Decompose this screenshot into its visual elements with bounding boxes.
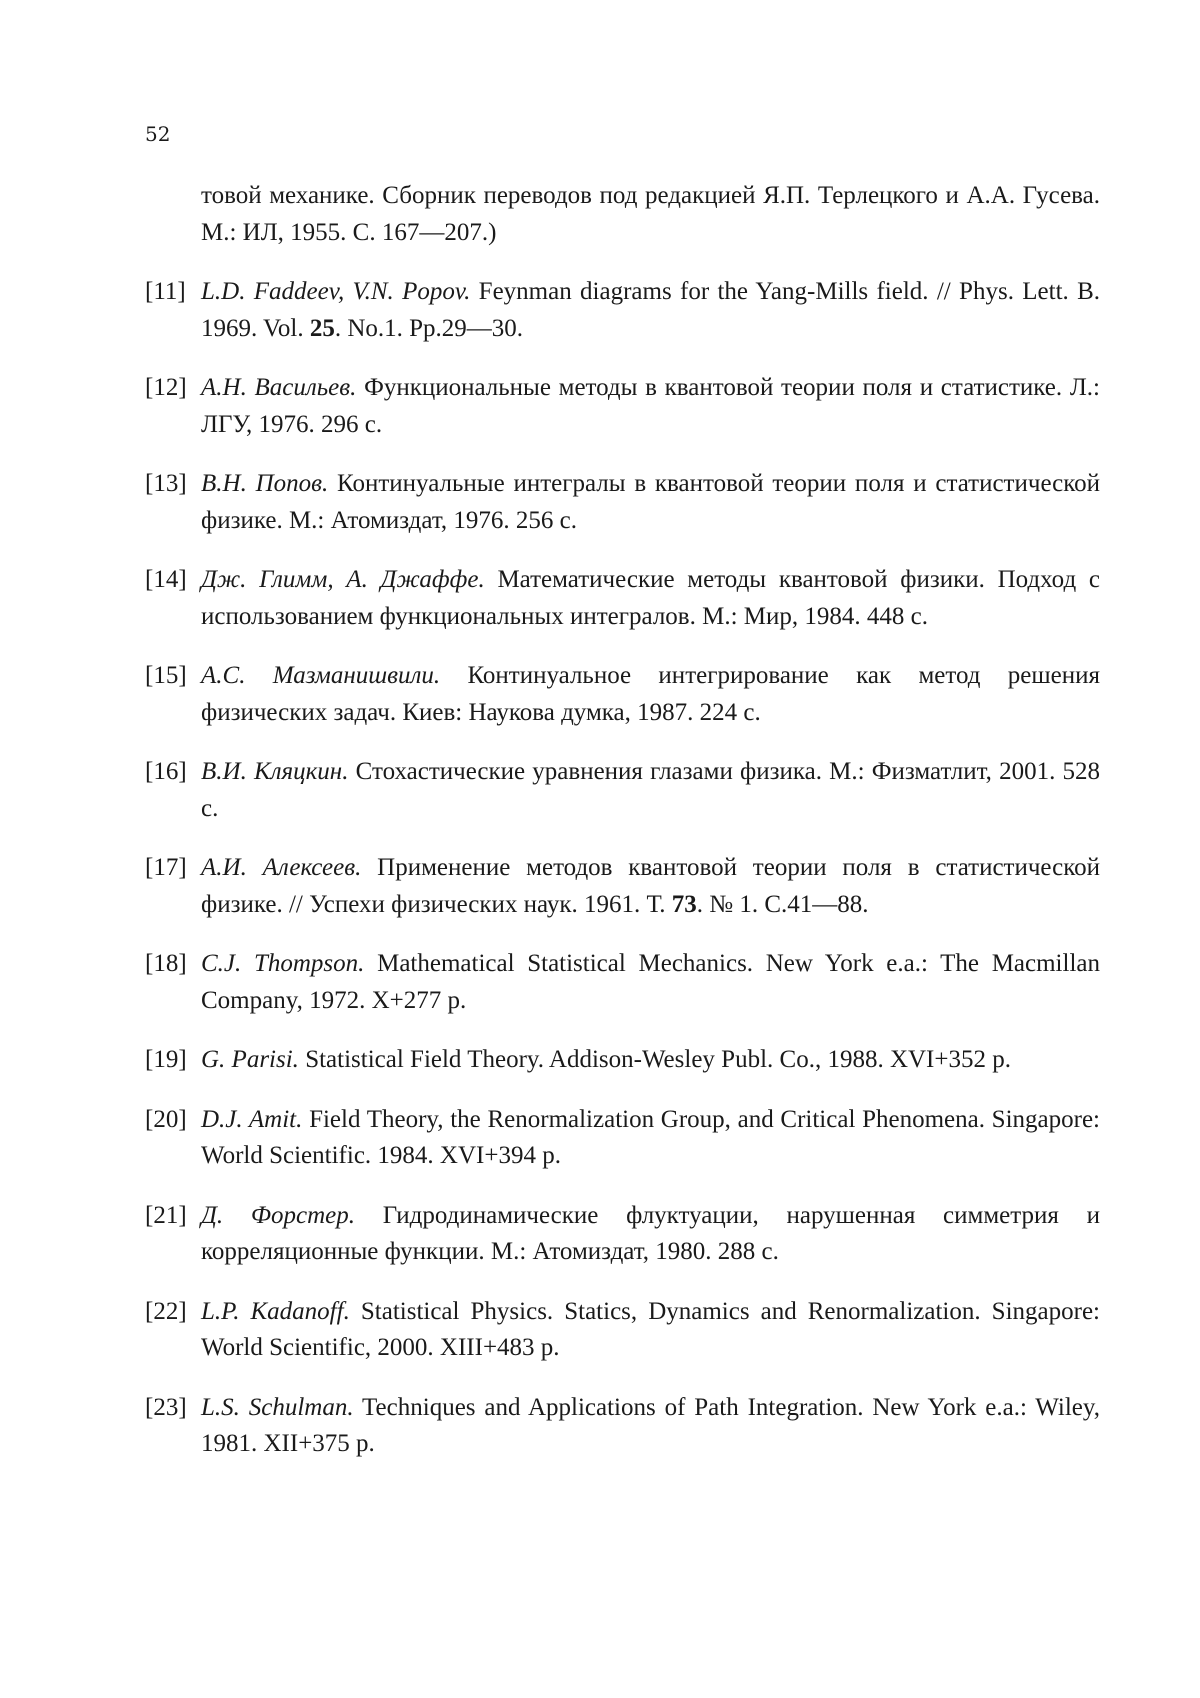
- reference-item: [145, 754, 1100, 827]
- reference-number: [21]: [145, 1201, 187, 1229]
- reference-number: [18]: [145, 950, 187, 977]
- reference-item: [145, 274, 1100, 347]
- reference-author: А.С. Мазманишвили.: [201, 662, 441, 689]
- reference-text: Feynman diagrams for the Yang-Mills field. // Phys. Lett. B. 1969. Vol.: [201, 278, 1101, 342]
- reference-text: Функциональные методы в квантовой теории поля и статистике. Л.: ЛГУ, 1976. 296 с.: [201, 374, 1100, 438]
- reference-item: [145, 850, 1100, 923]
- reference-list: [145, 178, 1100, 1486]
- reference-item: [145, 658, 1100, 731]
- reference-author: Дж. Глимм, А. Джаффе.: [201, 566, 485, 593]
- reference-text: Statistical Physics. Statics, Dynamics and Renormalization. Singapore: World Scientific, 2000. XIII+483 p.: [201, 1297, 1100, 1361]
- reference-text: Математические методы квантовой физики. Подход с использованием функциональных интегралов. М.: Мир, 1984. 448 с.: [201, 566, 1100, 630]
- reference-author: L.P. Kadanoff.: [201, 1297, 350, 1325]
- page-number: 52: [145, 122, 171, 146]
- reference-author: В.Н. Попов.: [201, 470, 329, 497]
- reference-item: [145, 1042, 1100, 1079]
- reference-number: [19]: [145, 1046, 187, 1073]
- reference-text: Гидродинамические флуктуации, нарушенная симметрия и корреляционные функции. М.: Атомиздат, 1980. 288 с.: [201, 1201, 1100, 1265]
- reference-continuation: товой механике. Сборник переводов под редакцией Я.П. Терлецкого и А.А. Гусева. М.: ИЛ, 1955. С. 167—207.): [201, 182, 1100, 246]
- reference-author: L.D. Faddeev, V.N. Popov.: [201, 278, 471, 305]
- reference-item: [145, 370, 1100, 443]
- reference-number: [20]: [145, 1105, 187, 1133]
- reference-number: [11]: [145, 278, 186, 305]
- reference-author: L.S. Schulman.: [201, 1393, 354, 1421]
- reference-number: [13]: [145, 470, 187, 497]
- reference-text: Применение методов квантовой теории поля в статистической физике. // Успехи физических наук. 1961. Т.: [201, 854, 1100, 918]
- reference-number: [16]: [145, 758, 187, 785]
- reference-author: А.Н. Васильев.: [201, 374, 357, 401]
- reference-text: Field Theory, the Renormalization Group, and Critical Phenomena. Singapore: World Scientific. 1984. XVI+394 p.: [201, 1105, 1100, 1169]
- reference-author: C.J. Thompson.: [201, 950, 365, 977]
- reference-text: Mathematical Statistical Mechanics. New York e.a.: The Macmillan Company, 1972. X+277 p.: [201, 950, 1100, 1014]
- reference-text: Стохастические уравнения глазами физика. М.: Физматлит, 2001. 528 с.: [201, 758, 1100, 822]
- reference-volume: 73: [671, 890, 697, 918]
- reference-item: [145, 1294, 1100, 1367]
- reference-item: [145, 946, 1100, 1019]
- reference-text: Континуальное интегрирование как метод решения физических задач. Киев: Наукова думка, 1987. 224 с.: [201, 662, 1100, 726]
- reference-author: А.И. Алексеев.: [201, 854, 362, 881]
- reference-author: В.И. Кляцкин.: [201, 758, 349, 785]
- reference-number: [12]: [145, 374, 187, 401]
- reference-text-end: . № 1. С.41—88.: [696, 890, 869, 918]
- reference-text: Континуальные интегралы в квантовой теории поля и статистической физике. М.: Атомиздат, 1976. 256 с.: [201, 470, 1101, 534]
- reference-number: [17]: [145, 854, 187, 881]
- reference-number: [22]: [145, 1297, 187, 1325]
- reference-text: Techniques and Applications of Path Integration. New York e.a.: Wiley, 1981. XII+375 p.: [201, 1393, 1101, 1457]
- reference-volume: 25: [309, 314, 335, 342]
- reference-item: [145, 466, 1100, 539]
- reference-author: G. Parisi.: [201, 1046, 299, 1073]
- reference-number: [14]: [145, 566, 187, 593]
- reference-number: [15]: [145, 662, 187, 689]
- reference-author: Д. Форстер.: [201, 1201, 355, 1229]
- reference-item: [145, 1198, 1100, 1271]
- reference-item: [145, 562, 1100, 635]
- reference-item: [145, 1390, 1100, 1463]
- reference-text-end: . No.1. Pp.29—30.: [334, 314, 524, 342]
- reference-author: D.J. Amit.: [201, 1105, 303, 1133]
- reference-text: Statistical Field Theory. Addison-Wesley Publ. Co., 1988. XVI+352 p.: [298, 1046, 1011, 1073]
- reference-item: [145, 1102, 1100, 1175]
- reference-number: [23]: [145, 1393, 187, 1421]
